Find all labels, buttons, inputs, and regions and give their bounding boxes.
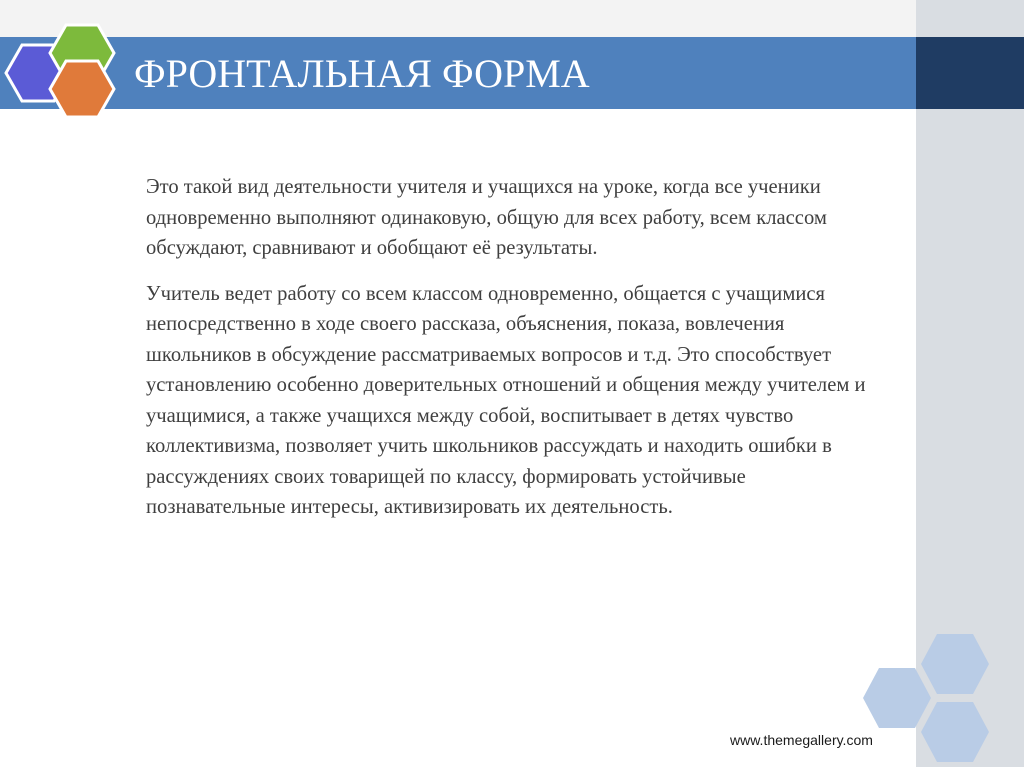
footer-website-link[interactable]: www.themegallery.com xyxy=(730,732,873,748)
light-blue-hexagon-icon xyxy=(921,702,989,762)
hexagon-cluster-logo-icon xyxy=(0,20,120,126)
slide-body xyxy=(146,172,886,538)
slide-title: ФРОНТАЛЬНАЯ ФОРМА xyxy=(134,51,590,96)
hexagon-cluster-decoration-icon xyxy=(860,630,995,767)
top-strip xyxy=(0,0,916,37)
definition-paragraph: Это такой вид деятельности учителя и учащихся на уроке, когда все ученики одновременно выполняют одинаковую, общую для всех работу, всем классом обсуждают, сравнивают и обобщают её результаты. xyxy=(146,176,827,259)
description-paragraph: Учитель ведет работу со всем классом одновременно, общается с учащимися непосредственно в ходе своего рассказа, объяснения, показа, вовлечения школьников в обсуждение рассматриваемых вопросов и т.д. Это способствует установлению особенно доверительных отношений и общения между учителем и учащимися, а также учащихся между собой, воспитывает в детях чувство коллективизма, позволяет учить школьников рассуждать и находить ошибки в рассуждениях своих товарищей по классу, формировать устойчивые познавательные интересы, активизировать их деятельность. xyxy=(146,282,866,518)
light-blue-hexagon-icon xyxy=(921,634,989,694)
orange-hexagon-icon xyxy=(50,61,114,117)
title-bar-dark-block xyxy=(916,37,1024,109)
light-blue-hexagon-icon xyxy=(863,668,931,728)
